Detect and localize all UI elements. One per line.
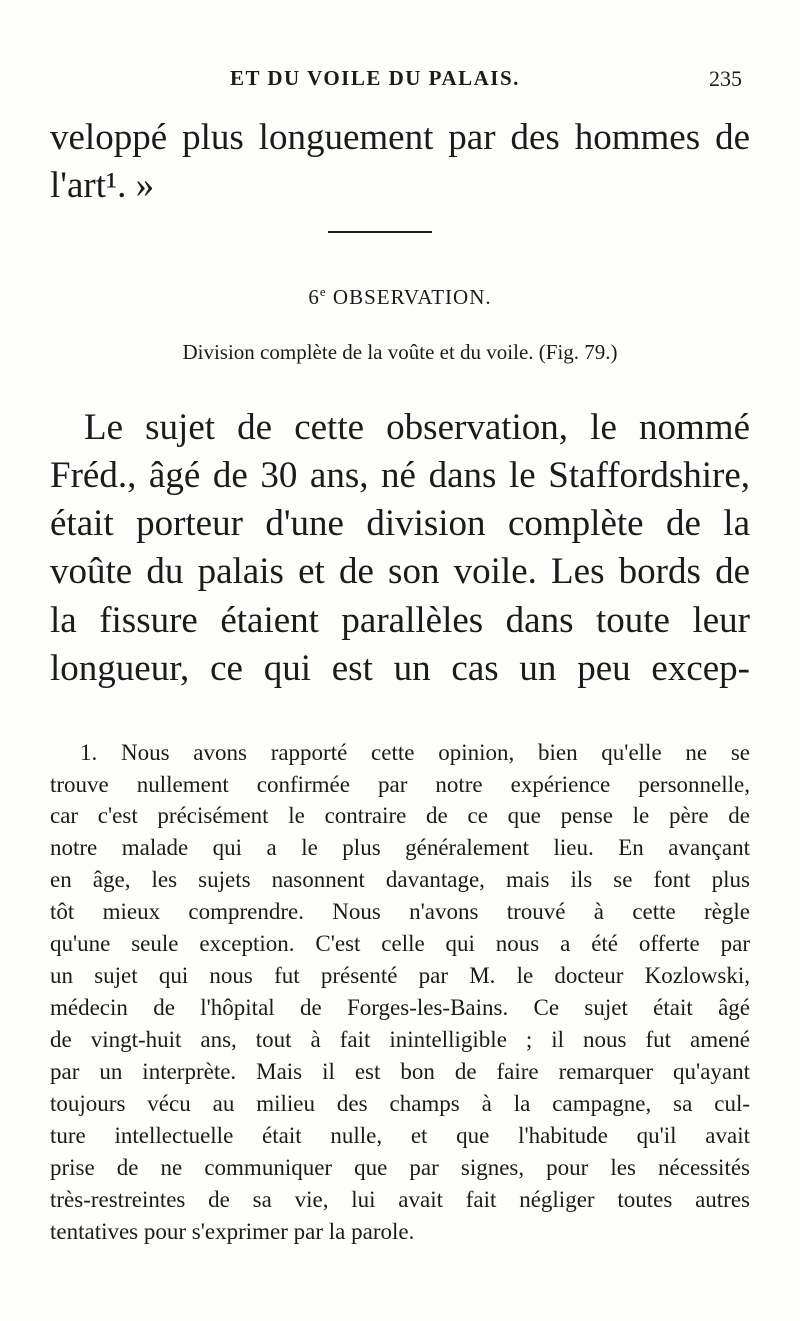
footnote-line: 1. Nous avons rapporté cette opinion, bien qu'elle ne se xyxy=(80,740,750,765)
footnote-line: très-restreintes de sa vie, lui avait fait négliger toutes autres xyxy=(50,1187,750,1212)
footnote-line: par un interprète. Mais il est bon de faire remarquer qu'ayant xyxy=(50,1059,750,1084)
observation-number: 6e xyxy=(308,284,327,309)
paragraph-line: Le sujet de cette observation, le nommé xyxy=(84,407,750,448)
footnote-line: trouve nullement confirmée par notre expérience personnelle, xyxy=(50,772,750,797)
footnote-line: médecin de l'hôpital de Forges-les-Bains. Ce sujet était âgé xyxy=(50,995,750,1020)
observation-subtitle: Division complète de la voûte et du voile. (Fig. 79.) xyxy=(182,340,618,364)
paragraph-line: la fissure étaient parallèles dans toute leur xyxy=(50,600,750,641)
paragraph-line: longueur, ce qui est un cas un peu excep- xyxy=(50,648,750,689)
footnote-line: notre malade qui a le plus généralement lieu. En avançant xyxy=(50,835,750,860)
footnote-line: tentatives pour s'exprimer par la parole. xyxy=(50,1219,415,1244)
footnote-line: ture intellectuelle était nulle, et que l'habitude qu'il avait xyxy=(50,1123,750,1148)
footnote-line: prise de ne communiquer que par signes, pour les nécessités xyxy=(50,1155,750,1180)
running-head: ET DU VOILE DU PALAIS. xyxy=(230,66,520,90)
section-divider xyxy=(328,231,432,233)
paragraph-line: voûte du palais et de son voile. Les bords de xyxy=(50,551,750,592)
footnote-line: qu'une seule exception. C'est celle qui nous a été offerte par xyxy=(50,931,750,956)
footnote-line: tôt mieux comprendre. Nous n'avons trouvé à cette règle xyxy=(50,899,750,924)
footnote-line: un sujet qui nous fut présenté par M. le docteur Kozlowski, xyxy=(50,963,750,988)
observation-title xyxy=(0,284,800,310)
page-number: 235 xyxy=(709,66,742,91)
footnote-line: toujours vécu au milieu des champs à la campagne, sa cul- xyxy=(50,1091,750,1116)
observation-heading: OBSERVATION. xyxy=(332,285,492,309)
footnote-line: de vingt-huit ans, tout à fait inintelligible ; il nous fut amené xyxy=(50,1027,750,1052)
paragraph-line: Fréd., âgé de 30 ans, né dans le Staffordshire, xyxy=(50,455,750,496)
paragraph-line: était porteur d'une division complète de la xyxy=(50,503,750,544)
continuation-line: veloppé plus longuement par des hommes de xyxy=(50,117,750,158)
footnote-line: car c'est précisément le contraire de ce que pense le père de xyxy=(50,803,750,828)
footnote-line: en âge, les sujets nasonnent davantage, mais ils se font plus xyxy=(50,867,750,892)
continuation-line: l'art¹. » xyxy=(50,165,155,206)
